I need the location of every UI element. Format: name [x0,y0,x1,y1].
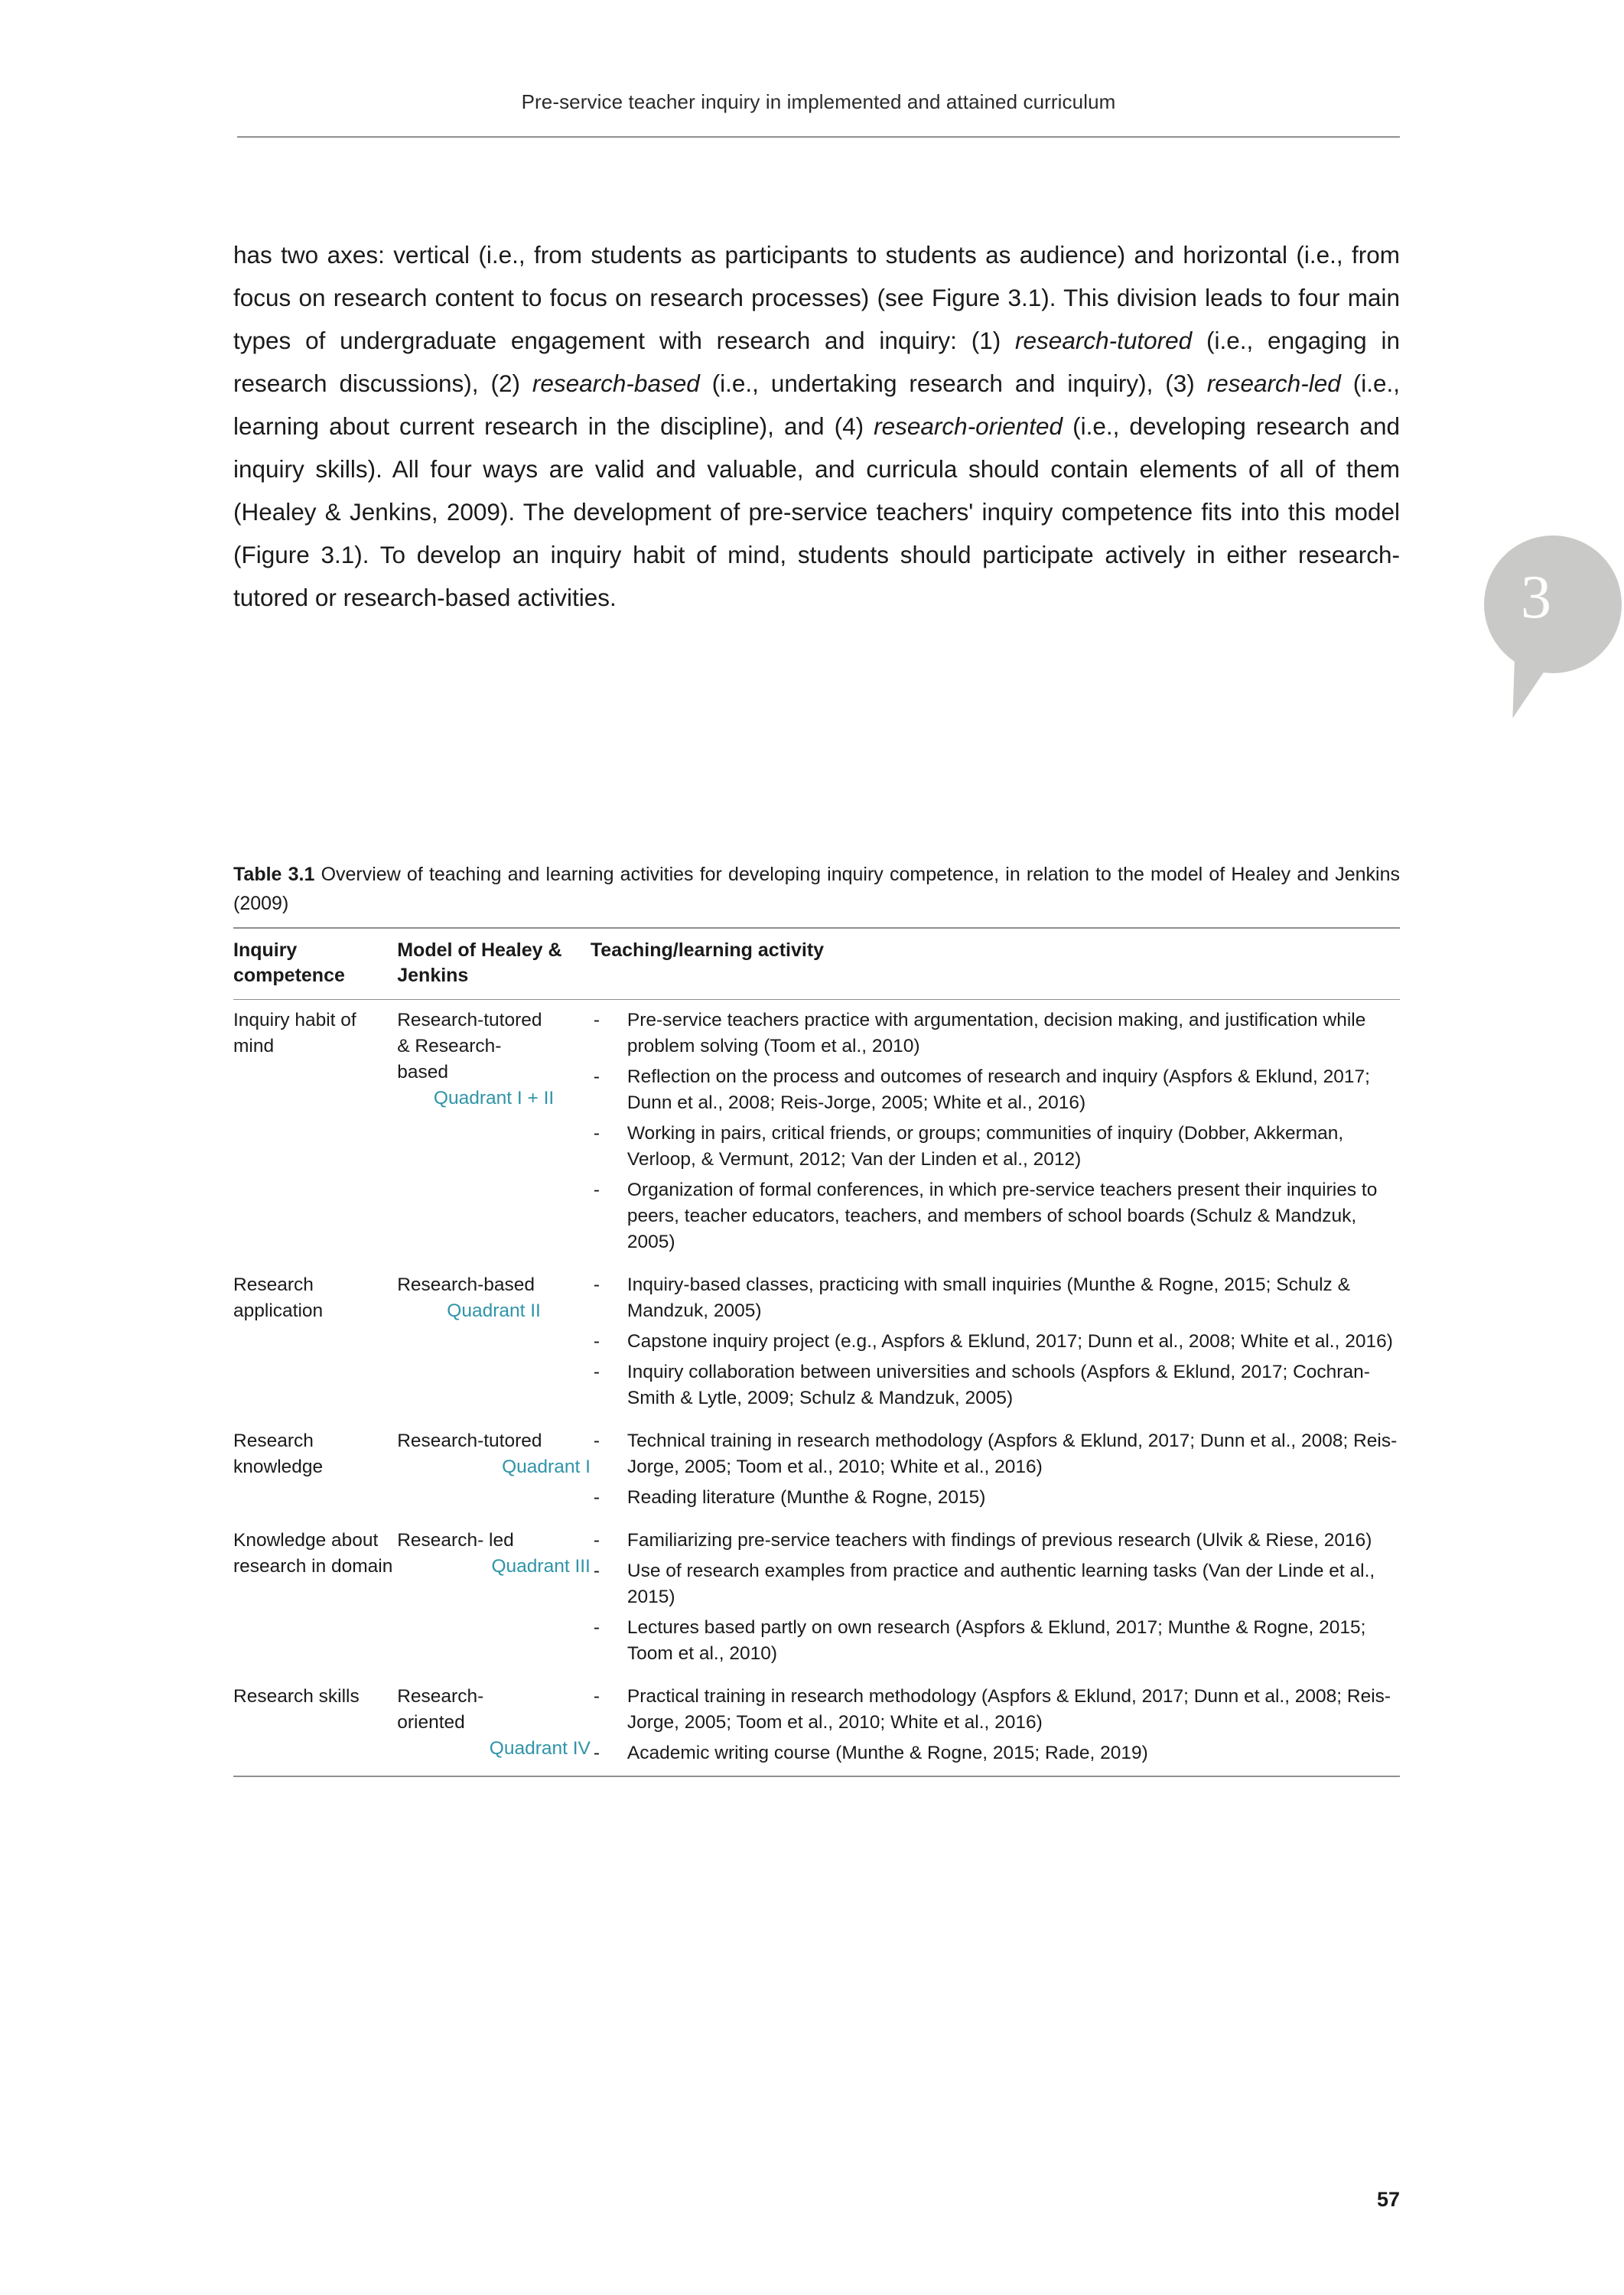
cell-activities [591,1265,1400,1421]
body-paragraph: has two axes: vertical (i.e., from students as participants to students as audience) and horizontal (i.e., from focus on research content to focus on research processes) (see Figure 3.1). This division leads to four main types of undergraduate engagement with research and inquiry: (1) research-tutored (i.e., engaging in research discussions), (2) research-based (i.e., undertaking research and inquiry), (3) research-led (i.e., learning about current research in the discipline), and (4) research-oriented (i.e., developing research and inquiry skills). All four ways are valid and valuable, and curricula should contain elements of all of them (Healey & Jenkins, 2009). The development of pre-service teachers' inquiry competence fits into this model (Figure 3.1). To develop an inquiry habit of mind, students should participate actively in either research-tutored or research-based activities. [233,241,1400,611]
table-caption [233,860,1400,918]
cell-activities [591,1421,1400,1520]
table-row [233,1520,1400,1676]
table-header-model: Model of Healey & Jenkins [397,928,591,1000]
model-line: & Research- [397,1036,502,1056]
cell-activities [591,1000,1400,1265]
cell-model [397,1520,591,1676]
list-item: - Practical training in research methodology (Aspfors & Eklund, 2017; Dunn et al., 2008; Reis-Jorge, 2005; Toom et al., 2010; White et al., 2016) [591,1684,1400,1736]
table-3-1 [233,927,1400,1777]
list-item: - Reflection on the process and outcomes of research and inquiry (Aspfors & Eklund, 2017; Dunn et al., 2008; Reis-Jorge, 2005; White et al., 2016) [591,1064,1400,1116]
model-line: based [397,1062,448,1082]
cell-model [397,1000,591,1265]
table-header-inquiry-competence: Inquiry competence [233,928,397,1000]
model-line: Research-tutored [397,1431,542,1451]
list-item: - Inquiry collaboration between universities and schools (Aspfors & Eklund, 2017; Cochran-Smith & Lytle, 2009; Schulz & Mandzuk, 2005) [591,1359,1400,1411]
model-line: Research-tutored [397,1010,542,1030]
table-row [233,1421,1400,1520]
cell-quadrant: Quadrant II [447,1300,541,1321]
cell-competence: Inquiry habit of mind [233,1000,397,1265]
cell-activities [591,1676,1400,1776]
chapter-marker [1484,536,1622,757]
table-caption-text: Overview of teaching and learning activities for developing inquiry competence, in relation to the model of Healey and Jenkins (2009) [233,864,1401,914]
cell-quadrant: Quadrant I + II [433,1088,555,1108]
cell-quadrant: Quadrant I [502,1457,591,1477]
list-item: - Organization of formal conferences, in which pre-service teachers present their inquiries to peers, teacher educators, teachers, and members of school boards (Schulz & Mandzuk, 2005) [591,1177,1400,1255]
list-item: - Lectures based partly on own research (Aspfors & Eklund, 2017; Munthe & Rogne, 2015; Toom et al., 2010) [591,1615,1400,1667]
cell-activities [591,1520,1400,1676]
cell-competence: Research skills [233,1676,397,1776]
table-header-activity: Teaching/learning activity [591,928,1400,1000]
running-head-rule [237,136,1400,138]
table-header-row [233,928,1400,1000]
running-head: Pre-service teacher inquiry in implemented and attained curriculum [521,90,1116,113]
table-row [233,1676,1400,1776]
table-row [233,1265,1400,1421]
list-item: - Capstone inquiry project (e.g., Aspfors & Eklund, 2017; Dunn et al., 2008; White et al., 2016) [591,1329,1400,1355]
list-item: - Reading literature (Munthe & Rogne, 2015) [591,1485,1400,1511]
list-item: - Pre-service teachers practice with argumentation, decision making, and justification while problem solving (Toom et al., 2010) [591,1008,1400,1060]
list-item: - Academic writing course (Munthe & Rogne, 2015; Rade, 2019) [591,1740,1400,1766]
cell-model [397,1265,591,1421]
cell-competence: Research knowledge [233,1431,324,1477]
cell-quadrant: Quadrant III [491,1556,591,1577]
model-line: Research- [397,1686,484,1707]
model-line: Research-based [397,1274,535,1295]
cell-competence: Research application [233,1274,324,1321]
list-item: - Familiarizing pre-service teachers with findings of previous research (Ulvik & Riese, 2016) [591,1528,1400,1554]
cell-competence: Knowledge about research in domain [233,1530,393,1577]
table-row [233,1000,1400,1265]
cell-model [397,1421,591,1520]
list-item: - Use of research examples from practice and authentic learning tasks (Van der Linde et al., 2015) [591,1558,1400,1610]
model-line: Research- led [397,1530,514,1551]
list-item: - Technical training in research methodology (Aspfors & Eklund, 2017; Dunn et al., 2008; Reis-Jorge, 2005; Toom et al., 2010; White et al., 2016) [591,1428,1400,1480]
model-line: oriented [397,1712,465,1733]
table-caption-label: Table 3.1 [233,864,315,885]
cell-quadrant: Quadrant IV [489,1738,591,1759]
list-item: - Working in pairs, critical friends, or groups; communities of inquiry (Dobber, Akkerman, Verloop, & Vermunt, 2012; Van der Linden et al., 2012) [591,1121,1400,1173]
chapter-number: 3 [1521,564,1551,631]
cell-model [397,1676,591,1776]
list-item: - Inquiry-based classes, practicing with small inquiries (Munthe & Rogne, 2015; Schulz & Mandzuk, 2005) [591,1272,1400,1324]
page-number: 57 [1376,2188,1400,2211]
